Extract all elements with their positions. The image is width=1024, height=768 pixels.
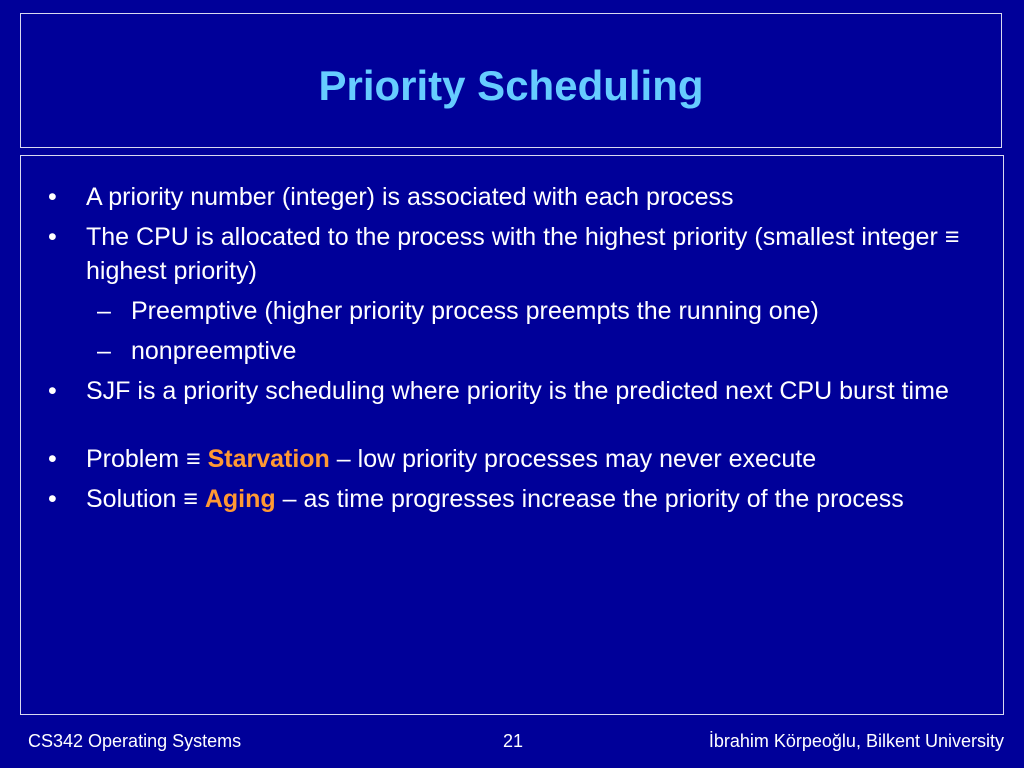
bullet-marker: • (48, 377, 57, 405)
bullet-text-suffix: – as time progresses increase the priority of the process (275, 485, 904, 513)
dash-marker: – (97, 337, 111, 365)
bullet-text: A priority number (integer) is associated with each process (86, 183, 734, 211)
bullet-text-prefix: Solution ≡ (86, 485, 205, 513)
bullet-marker: • (48, 445, 57, 473)
footer-author: İbrahim Körpeoğlu, Bilkent University (708, 731, 1004, 751)
bullet-list (0, 180, 1024, 522)
bullet-marker: • (48, 485, 57, 513)
sub-bullet-item (97, 294, 984, 328)
footer-course: CS342 Operating Systems (28, 731, 242, 751)
slide-title: Priority Scheduling (318, 62, 704, 109)
highlight-term: Aging (204, 485, 276, 513)
footer-page-number: 21 (503, 731, 524, 751)
title-frame (20, 13, 1002, 148)
sub-bullet-item (97, 334, 984, 368)
highlight-term: Starvation (207, 445, 330, 473)
bullet-item (48, 220, 984, 288)
bullet-text: SJF is a priority scheduling where priority is the predicted next CPU burst time (86, 377, 949, 405)
bullet-text-suffix: – low priority processes may never execute (329, 445, 817, 473)
bullet-text: The CPU is allocated to the process with the highest priority (smallest integer ≡ highest priority) (86, 223, 960, 285)
bullet-item (48, 180, 984, 214)
bullet-item (48, 482, 984, 516)
bullet-marker: • (48, 183, 57, 211)
bullet-item (48, 374, 984, 408)
bullet-item (48, 442, 984, 476)
sub-bullet-text: Preemptive (higher priority process preempts the running one) (131, 297, 819, 325)
dash-marker: – (97, 297, 111, 325)
sub-bullet-text: nonpreemptive (131, 337, 297, 365)
bullet-marker: • (48, 223, 57, 251)
bullet-text-prefix: Problem ≡ (86, 445, 208, 473)
